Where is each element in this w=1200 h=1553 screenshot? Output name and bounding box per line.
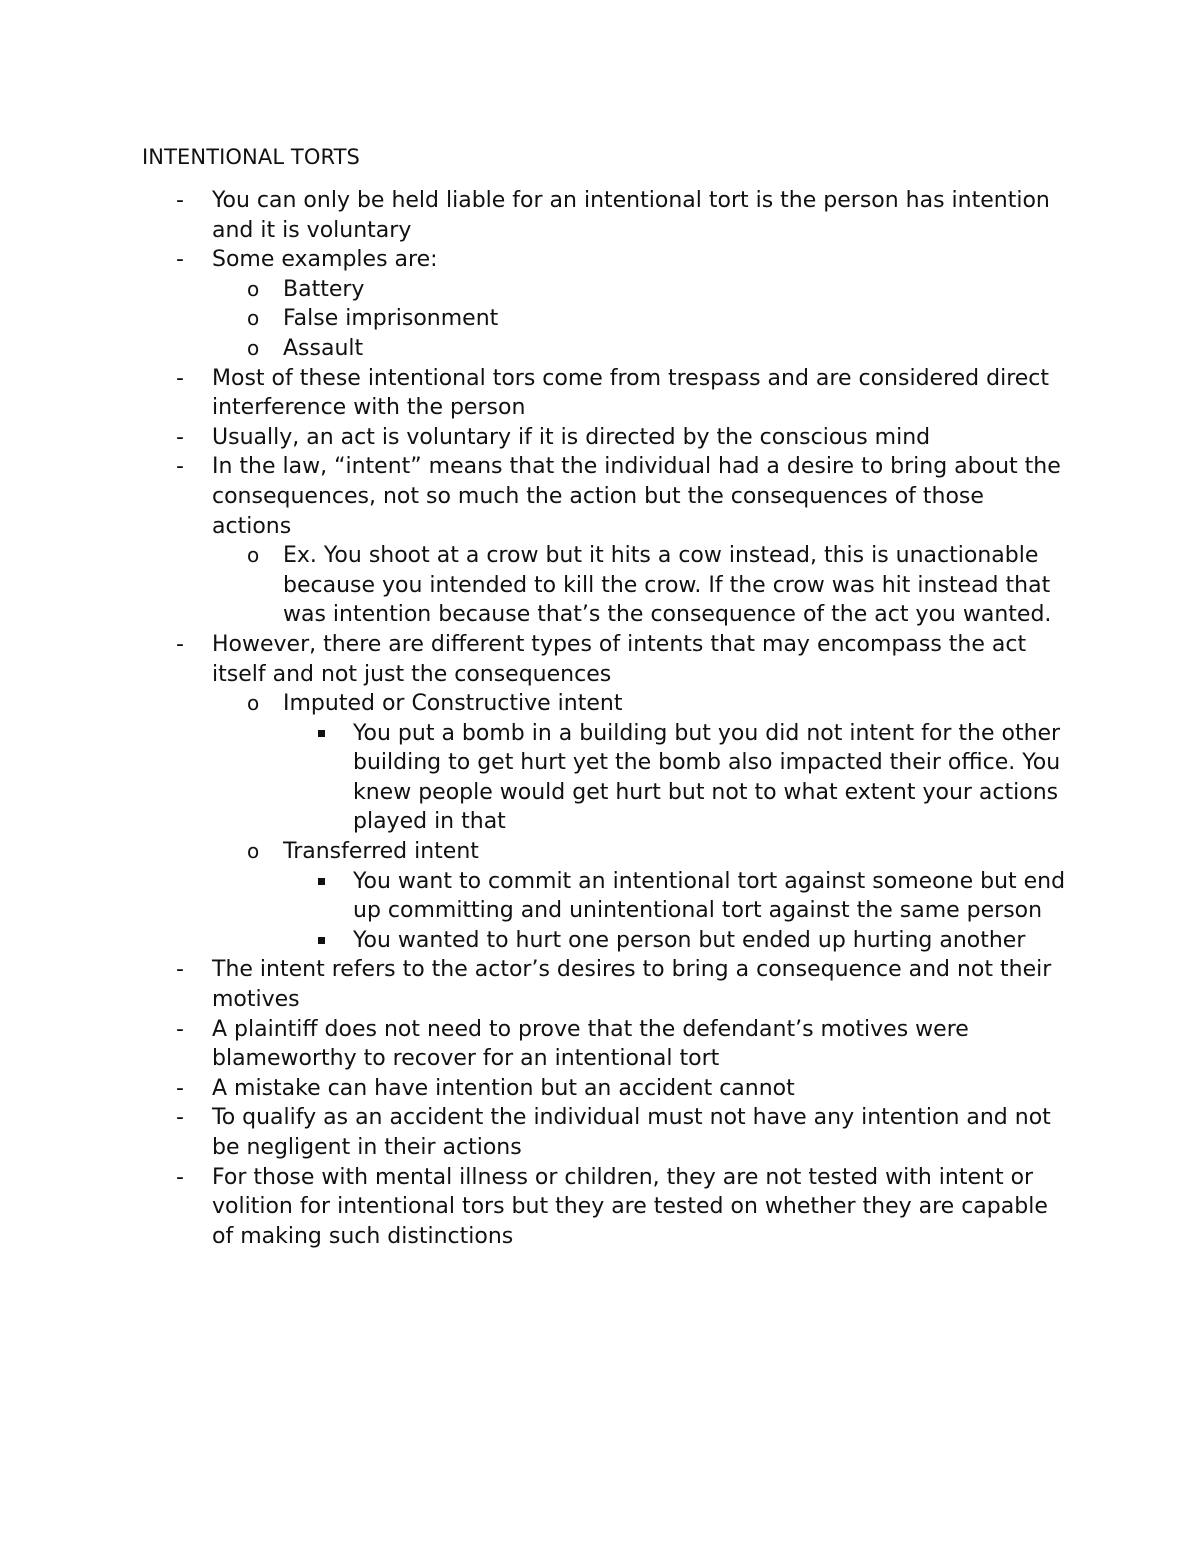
square-bullet-icon (318, 730, 325, 737)
list-item-text: You want to commit an intentional tort against someone but end up committing and unintentional tort against the same person (353, 868, 1066, 924)
bullet-list (0, 186, 1200, 1251)
list-item-text: You put a bomb in a building but you did not intent for the other building to get hurt yet the bomb also impacted their office. You knew people would get hurt but not to what extent your actions played in that (353, 720, 1061, 835)
list-item-text: However, there are different types of intents that may encompass the act itself and not just the consequences (212, 631, 1027, 687)
dash-bullet-icon: - (176, 1016, 184, 1042)
list-item-text: To qualify as an accident the individual must not have any intention and not be negligent in their actions (212, 1105, 1051, 1160)
dash-bullet-icon: - (176, 424, 184, 450)
list-item-text: You wanted to hurt one person but ended up hurting another (353, 927, 1026, 953)
dash-bullet-icon: - (176, 247, 184, 273)
list-item-text: Most of these intentional tors come from trespass and are considered direct interference with the person (212, 365, 1050, 421)
list-item-level-1 (0, 1103, 1200, 1162)
list-item-text: For those with mental illness or children, they are not tested with intent or volition for intentional tors but they are tested on whether they are capable of making such distinctions (212, 1164, 1048, 1249)
list-item-text: Transferred intent (283, 839, 479, 865)
list-item-text: In the law, “intent” means that the individual had a desire to bring about the consequences, not so much the action but the consequences of those actions (212, 454, 1061, 539)
list-item-level-1 (0, 955, 1200, 1014)
list-item-level-1 (0, 1015, 1200, 1074)
dash-bullet-icon: - (176, 1164, 184, 1190)
list-item-level-3 (0, 926, 1200, 956)
circle-bullet-icon: o (247, 335, 260, 360)
list-item-level-2 (0, 541, 1200, 630)
dash-bullet-icon: - (176, 188, 184, 213)
list-item-level-1 (0, 1163, 1200, 1252)
dash-bullet-icon: - (176, 631, 184, 657)
list-item-level-2 (0, 275, 1200, 305)
circle-bullet-icon: o (247, 276, 260, 301)
list-item-text: Battery (283, 276, 365, 302)
dash-bullet-icon: - (176, 365, 184, 391)
dash-bullet-icon: - (176, 1105, 184, 1131)
list-item-text: Usually, an act is voluntary if it is directed by the conscious mind (212, 424, 931, 450)
list-item-level-3 (0, 719, 1200, 837)
list-item-level-2 (0, 837, 1200, 867)
list-item-level-1 (0, 245, 1200, 275)
list-item-text: A plaintiff does not need to prove that the defendant’s motives were blameworthy to recover for an intentional tort (212, 1016, 969, 1072)
list-item-level-3 (0, 867, 1200, 926)
list-item-text: A mistake can have intention but an accident cannot (212, 1075, 795, 1101)
list-item-text: Ex. You shoot at a crow but it hits a cow instead, this is unactionable because you intended to kill the crow. If the crow was hit instead that was intention because that’s the consequence of the act you wanted. (283, 543, 1052, 628)
list-item-text: The intent refers to the actor’s desires to bring a consequence and not their motives (212, 957, 1052, 1013)
list-item-level-2 (0, 334, 1200, 364)
dash-bullet-icon: - (176, 957, 184, 983)
list-item-level-1 (0, 364, 1200, 423)
square-bullet-icon (318, 878, 325, 885)
list-item-text: Imputed or Constructive intent (283, 691, 623, 717)
dash-bullet-icon: - (176, 454, 184, 480)
list-item-level-2 (0, 304, 1200, 334)
square-bullet-icon (318, 937, 325, 944)
circle-bullet-icon: o (247, 839, 260, 864)
list-item-level-1 (0, 423, 1200, 453)
list-item-level-2 (0, 689, 1200, 719)
list-item-level-1 (0, 630, 1200, 689)
list-item-text: False imprisonment (283, 306, 499, 332)
circle-bullet-icon: o (247, 691, 260, 716)
list-item-level-1 (0, 186, 1200, 245)
document-title: INTENTIONAL TORTS (142, 145, 360, 169)
circle-bullet-icon: o (247, 306, 260, 331)
dash-bullet-icon: - (176, 1075, 184, 1101)
list-item-text: You can only be held liable for an intentional tort is the person has intention and it is voluntary (212, 188, 1050, 243)
list-item-level-1 (0, 452, 1200, 541)
circle-bullet-icon: o (247, 543, 260, 568)
list-item-level-1 (0, 1074, 1200, 1104)
list-item-text: Some examples are: (212, 247, 438, 273)
list-item-text: Assault (283, 335, 364, 361)
